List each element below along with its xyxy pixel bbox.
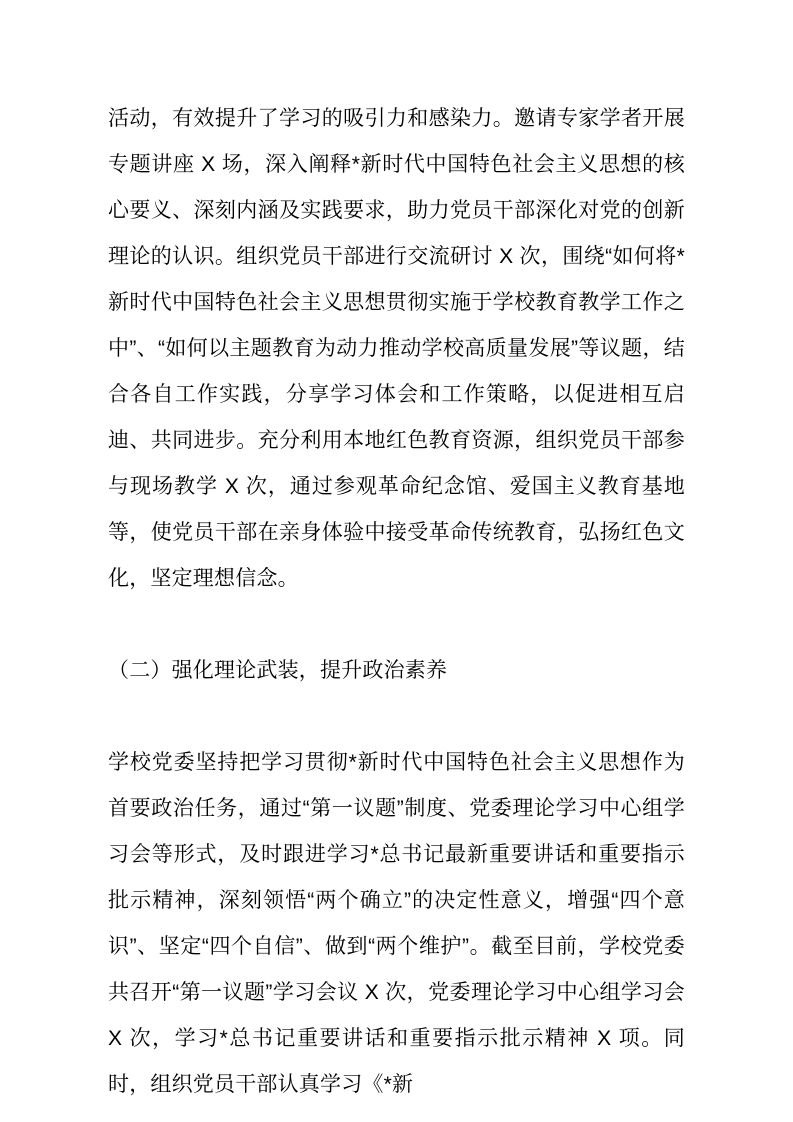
- paragraph-spacer-1: [108, 602, 685, 648]
- paragraph-theory-armament: 学校党委坚持把学习贯彻*新时代中国特色社会主义思想作为首要政治任务，通过“第一议题”制度、党委理论学习中心组学习会等形式，及时跟进学习*总书记最新重要讲话和重要指示批示精神，深刻领悟“两个确立”的决定性意义，增强“四个意识”、坚定“四个自信”、做到“两个维护”。截至目前，学校党委共召开“第一议题”学习会议 X 次，党委理论学习中心组学习会 X 次，学习*总书记重要讲话和重要指示批示精神 X 项。同时，组织党员干部认真学习《*新: [108, 751, 685, 1096]
- document-body: [108, 96, 685, 1108]
- paragraph-continued-learning-activities: 活动，有效提升了学习的吸引力和感染力。邀请专家学者开展专题讲座 X 场，深入阐释*新时代中国特色社会主义思想的核心要义、深刻内涵及实践要求，助力党员干部深化对党的创新理论的认识。组织党员干部进行交流研讨 X 次，围绕“如何将*新时代中国特色社会主义思想贯彻实施于学校教育教学工作之中”、“如何以主题教育为动力推动学校高质量发展”等议题，结合各自工作实践，分享学习体会和工作策略，以促进相互启迪、共同进步。充分利用本地红色教育资源，组织党员干部参与现场教学 X 次，通过参观革命纪念馆、爱国主义教育基地等，使党员干部在亲身体验中接受革命传统教育，弘扬红色文化，坚定理想信念。: [108, 107, 685, 590]
- paragraph-spacer-2: [108, 694, 685, 740]
- section-heading-two: （二）强化理论武装，提升政治素养: [108, 659, 448, 682]
